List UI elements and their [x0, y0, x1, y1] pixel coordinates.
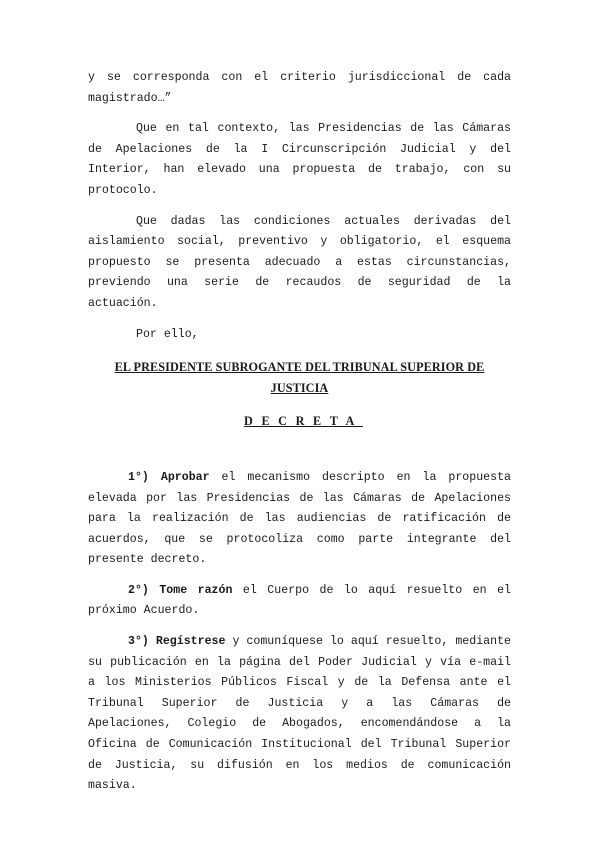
article-text: el mecanismo descripto en la propuesta elevada por las Presidencias de las Cámaras de Apelaciones para la realización de las audiencias de ratificación de acuerdos, que se protocoliza como parte integrante del presente decreto. — [88, 470, 511, 567]
paragraph-por-ello: Por ello, — [136, 327, 199, 341]
paragraph-conditions: Que dadas las condiciones actuales derivadas del aislamiento social, preventivo y obligatorio, el esquema propuesto se presenta adecuado a estas circunstancias, previendo una serie de recaudos de seguridad de la actuación. — [88, 214, 511, 310]
paragraph-continuation: y se corresponda con el criterio jurisdiccional de cada magistrado…” — [88, 71, 511, 105]
article-verb: Tome razón — [159, 583, 233, 597]
decree-heading: EL PRESIDENTE SUBROGANTE DEL TRIBUNAL SUPERIOR DE JUSTICIA — [114, 360, 485, 395]
decreta-title: DECRETA — [244, 414, 363, 429]
article-number: 2°) — [128, 583, 149, 597]
article-verb: Regístrese — [155, 635, 226, 649]
article-text: y comuníquese lo aquí resuelto, mediante su publicación en la página del Poder Judicial y vía e-mail a los Ministerios Públicos Fiscal y de la Defensa ante el Tribunal Superior de Justicia y a las Cámaras de Apelaciones, Colegio de Abogados, encomendándose a la Oficina de Comunicación Institucional del Tribunal Superior de Justicia, su difusión en los medios de comunicación masiva. — [88, 635, 511, 793]
article-number: 3°) — [128, 635, 149, 649]
article-3 — [88, 632, 511, 797]
article-2 — [88, 581, 511, 622]
article-number: 1°) — [128, 470, 149, 484]
article-text: el Cuerpo de lo aquí resuelto en el próximo Acuerdo. — [88, 583, 511, 618]
article-verb: Aprobar — [160, 470, 210, 484]
article-1 — [88, 468, 511, 571]
paragraph-context: Que en tal contexto, las Presidencias de las Cámaras de Apelaciones de la I Circunscripción Judicial y del Interior, han elevado una propuesta de trabajo, con su protocolo. — [88, 122, 511, 197]
